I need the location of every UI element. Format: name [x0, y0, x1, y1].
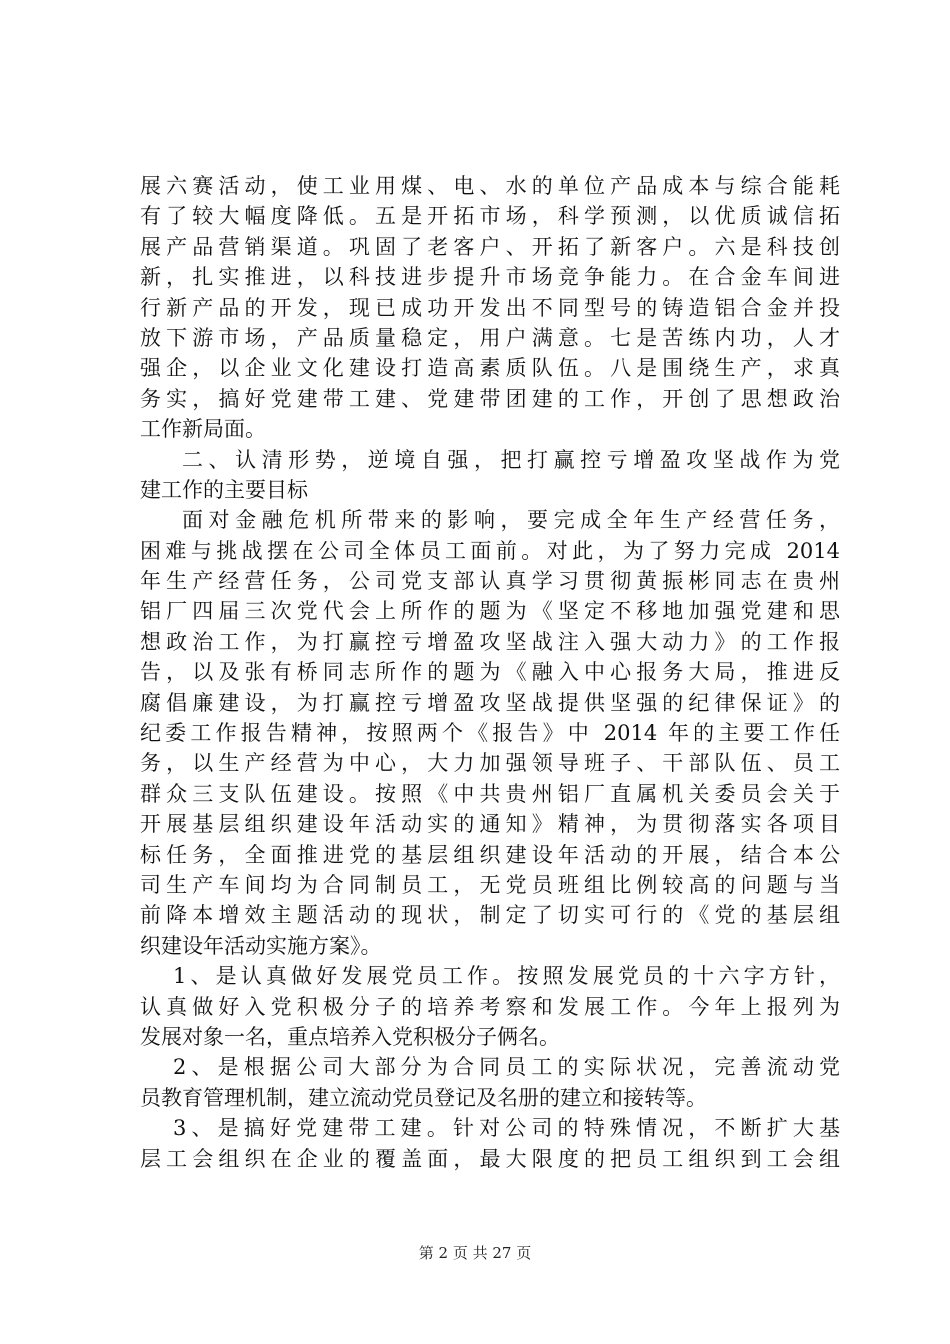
text-line: 发展对象一名，重点培养入党积极分子俩名。 — [140, 1024, 560, 1049]
document-body — [140, 171, 840, 1174]
text-line: 务，以生产经营为中心，大力加强领导班子、干部队伍、员工 — [140, 751, 840, 776]
text-line: 困难与挑战摆在公司全体员工面前。对此，为了努力完成 2014 — [140, 538, 840, 563]
text-line: 新，扎实推进，以科技进步提升市场竞争能力。在合金车间进 — [140, 265, 840, 290]
text-line: 放下游市场，产品质量稳定，用户满意。七是苦练内功，人才 — [140, 325, 840, 350]
text-line: 开展基层组织建设年活动实的通知》精神，为贯彻落实各项目 — [140, 812, 840, 837]
text-line: 认真做好入党积极分子的培养考察和发展工作。今年上报列为 — [140, 994, 840, 1019]
text-line: 告，以及张有桥同志所作的题为《融入中心报务大局，推进反 — [140, 660, 840, 685]
text-line: 3、是搞好党建带工建。针对公司的特殊情况，不断扩大基 — [173, 1116, 840, 1141]
text-line: 2、是根据公司大部分为合同员工的实际状况，完善流动党 — [173, 1055, 840, 1080]
text-line: 建工作的主要目标 — [140, 477, 308, 502]
text-line: 展产品营销渠道。巩固了老客户、开拓了新客户。六是科技创 — [140, 234, 840, 259]
text-line: 年生产经营任务，公司党支部认真学习贯彻黄振彬同志在贵州 — [140, 569, 840, 594]
text-line: 有了较大幅度降低。五是开拓市场，科学预测，以优质诚信拓 — [140, 204, 840, 229]
text-line: 工作新局面。 — [140, 417, 266, 442]
text-line: 务实，搞好党建带工建、党建带团建的工作，开创了思想政治 — [140, 386, 840, 411]
text-line: 行新产品的开发，现已成功开发出不同型号的铸造铝合金并投 — [140, 295, 840, 320]
text-line: 纪委工作报告精神，按照两个《报告》中 2014 年的主要工作任 — [140, 721, 840, 746]
text-line: 强企，以企业文化建设打造高素质队伍。八是围绕生产，求真 — [140, 356, 840, 381]
text-line: 标任务，全面推进党的基层组织建设年活动的开展，结合本公 — [140, 842, 840, 867]
text-line: 前降本增效主题活动的现状，制定了切实可行的《党的基层组 — [140, 903, 840, 928]
text-line: 织建设年活动实施方案》。 — [140, 933, 382, 958]
text-line: 1、是认真做好发展党员工作。按照发展党员的十六字方针， — [173, 964, 840, 989]
text-line: 群众三支队伍建设。按照《中共贵州铝厂直属机关委员会关于 — [140, 781, 840, 806]
text-line: 层工会组织在企业的覆盖面，最大限度的把员工组织到工会组 — [140, 1146, 840, 1171]
text-line: 二、认清形势，逆境自强，把打赢控亏增盈攻坚战作为党 — [182, 447, 840, 472]
page-footer: 第 2 页 共 27 页 — [418, 1244, 532, 1262]
text-line: 铝厂四届三次党代会上所作的题为《坚定不移地加强党建和思 — [140, 599, 840, 624]
text-line: 腐倡廉建设，为打赢控亏增盈攻坚战提供坚强的纪律保证》的 — [140, 690, 840, 715]
text-line: 司生产车间均为合同制员工，无党员班组比例较高的问题与当 — [140, 872, 840, 897]
text-line: 展六赛活动，使工业用煤、电、水的单位产品成本与综合能耗 — [140, 174, 840, 198]
text-line: 面对金融危机所带来的影响，要完成全年生产经营任务， — [182, 508, 840, 533]
text-line: 想政治工作，为打赢控亏增盈攻坚战注入强大动力》的工作报 — [140, 629, 840, 654]
text-line: 员教育管理机制，建立流动党员登记及名册的建立和接转等。 — [140, 1085, 707, 1110]
